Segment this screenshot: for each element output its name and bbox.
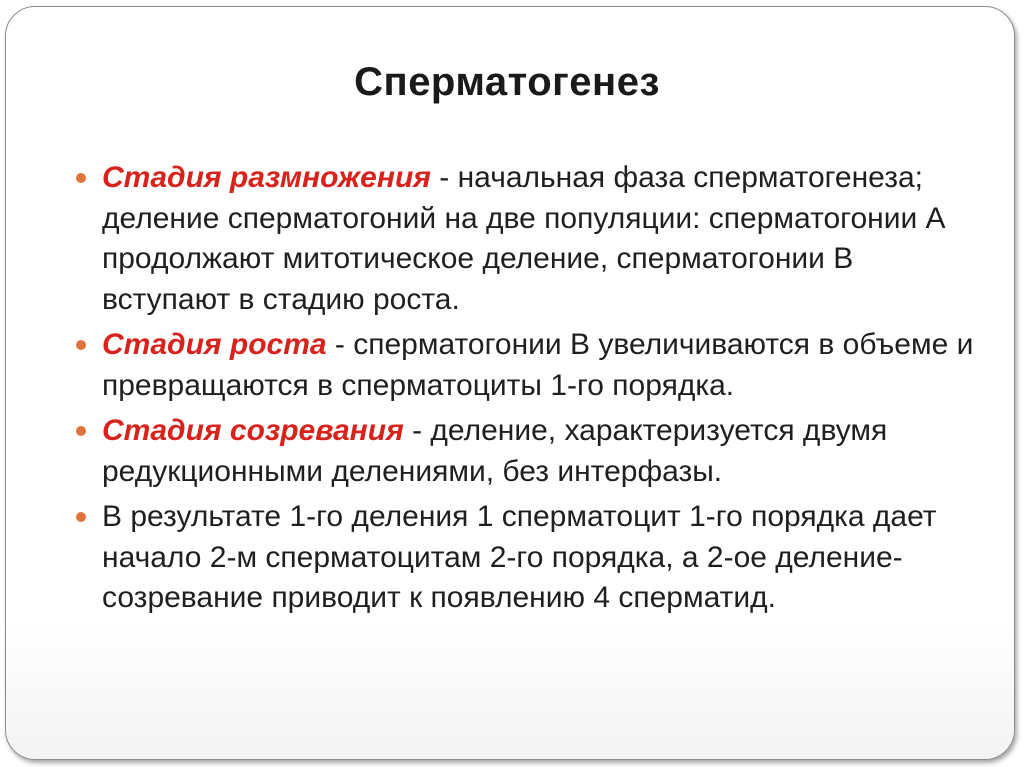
stage-term: Стадия созревания xyxy=(102,414,404,447)
bullet-dot-icon xyxy=(76,426,86,436)
stage-term: Стадия размножения xyxy=(102,161,431,194)
bullet-dot-icon xyxy=(76,512,86,522)
stage-description: - начальная фаза сперматогенеза; деление сперматогоний на две популяции: сперматогонии А продолжают митотическое деление, сперматогонии В вступают в стадию роста. xyxy=(102,161,946,316)
bullet-item-division-result xyxy=(0,497,1014,619)
bullet-dot-icon xyxy=(76,340,86,350)
stage-description: - сперматогонии В увеличиваются в объеме и превращаются в сперматоциты 1-го порядка. xyxy=(102,328,974,402)
slide-title: Сперматогенез xyxy=(354,60,660,104)
bullet-item-reproduction-stage xyxy=(0,158,1014,320)
bullet-dot-icon xyxy=(76,173,86,183)
bullet-item-maturation-stage xyxy=(0,411,1014,492)
stage-term: Стадия роста xyxy=(102,328,327,361)
bullet-item-growth-stage xyxy=(0,325,1014,406)
stage-description: - деление, характеризуется двумя редукционными делениями, без интерфазы. xyxy=(102,414,888,488)
bullet-list xyxy=(0,158,1014,624)
result-description: В результате 1-го деления 1 сперматоцит 1-го порядка дает начало 2-м сперматоцитам 2-го порядка, а 2-ое деление-созревание приводит к появлению 4 сперматид. xyxy=(102,500,937,614)
